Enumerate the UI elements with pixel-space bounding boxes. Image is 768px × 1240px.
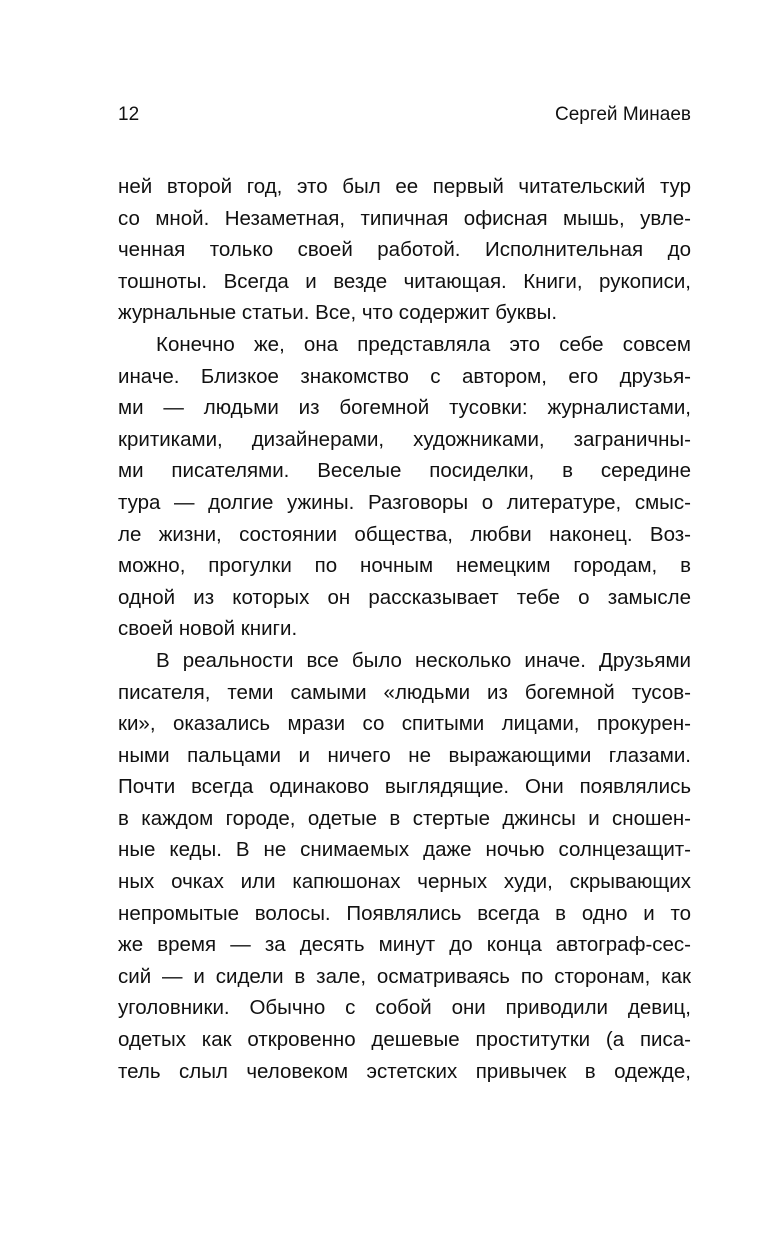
text-line: ными пальцами и ничего не выражающими глазами. xyxy=(118,743,691,767)
text-line: ней второй год, это был ее первый читательский тур xyxy=(118,175,691,198)
text-line: ки», оказались мрази со спитыми лицами, прокурен- xyxy=(118,712,691,736)
text-line: ченная только своей работой. Исполнительная до xyxy=(118,238,691,262)
text-line: же время — за десять минут до конца автограф-сес- xyxy=(118,933,691,957)
text-line: ные кеды. В не снимаемых даже ночью солнцезащит- xyxy=(118,838,691,862)
text-line: со мной. Незаметная, типичная офисная мышь, увле- xyxy=(118,206,691,230)
text-line: ми писателями. Веселые посиделки, в середине xyxy=(118,459,691,483)
text-line: Конечно же, она представляла это себе совсем xyxy=(156,332,691,356)
text-line: писателя, теми самыми «людьми из богемной тусов- xyxy=(118,680,691,704)
text-line: журнальные статьи. Все, что содержит буквы. xyxy=(118,301,558,325)
text-line: тура — долгие ужины. Разговоры о литературе, смыс- xyxy=(118,490,691,514)
text-line: иначе. Близкое знакомство с автором, его друзья- xyxy=(118,364,691,388)
text-line: тель слыл человеком эстетских привычек в одежде, xyxy=(118,1059,691,1083)
text-line: Почти всегда одинаково выглядящие. Они появлялись xyxy=(118,775,691,799)
text-line: можно, прогулки по ночным немецким городам, в xyxy=(118,554,691,578)
text-line: своей новой книги. xyxy=(118,617,298,641)
text-line: уголовники. Обычно с собой они приводили девиц, xyxy=(118,996,691,1020)
text-line: одной из которых он рассказывает тебе о замысле xyxy=(118,585,691,609)
text-line: ми — людьми из богемной тусовки: журналистами, xyxy=(118,396,691,420)
text-line: непромытые волосы. Появлялись всегда в одно и то xyxy=(118,901,691,925)
text-line: ных очках или капюшонах черных худи, скрывающих xyxy=(118,870,691,894)
text-line: ле жизни, состоянии общества, любви наконец. Воз- xyxy=(118,522,691,546)
text-line: В реальности все было несколько иначе. Друзьями xyxy=(156,648,691,672)
text-line: тошноты. Всегда и везде читающая. Книги, рукописи, xyxy=(118,269,691,293)
text-line: критиками, дизайнерами, художниками, заграничны- xyxy=(118,427,691,451)
text-line: в каждом городе, одетые в стертые джинсы и сношен- xyxy=(118,806,691,830)
body-text xyxy=(118,171,691,1087)
text-line: сий — и сидели в зале, осматриваясь по сторонам, как xyxy=(118,964,691,988)
running-head xyxy=(118,103,691,127)
running-head-author: Сергей Минаев xyxy=(555,104,691,125)
page-number: 12 xyxy=(118,104,140,125)
text-line: одетых как откровенно дешевые проститутки (а писа- xyxy=(118,1028,691,1052)
